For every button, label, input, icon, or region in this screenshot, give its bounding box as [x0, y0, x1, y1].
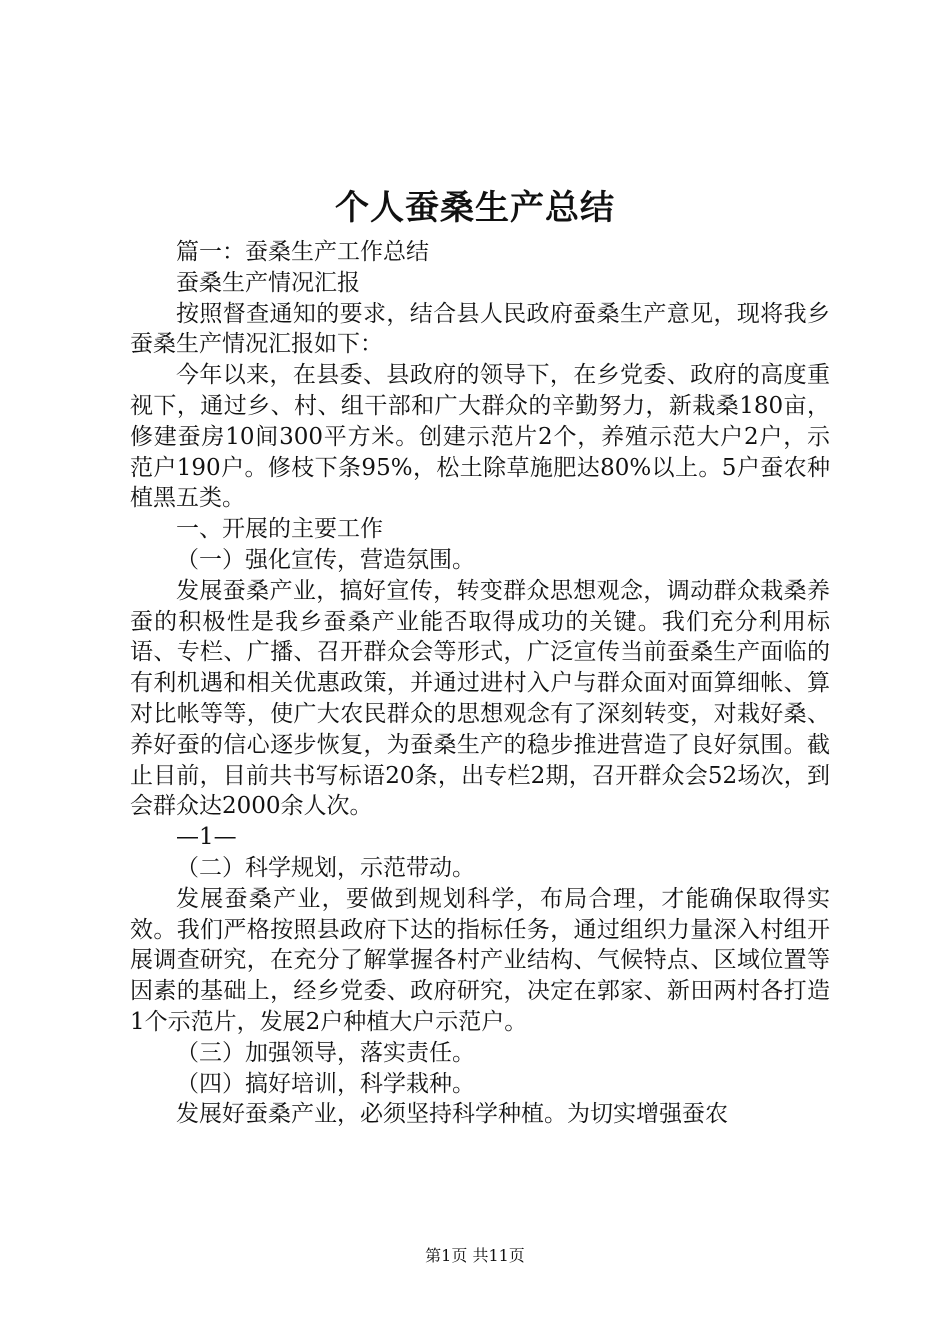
subheading-planning: （二）科学规划，示范带动。: [176, 854, 475, 881]
summary-paragraph: 今年以来，在县委、县政府的领导下，在乡党委、政府的高度重视下，通过乡、村、组干部和广大群众的辛勤努力，新栽桑180亩，修建蚕房10间300平方米。创建示范片2个，养殖示范大户2户，示范户190户。修枝下条95%，松土除草施肥达80%以上。5户蚕农种植黑五类。: [130, 362, 830, 512]
section-heading-part-one: 篇一：蚕桑生产工作总结: [176, 239, 429, 265]
training-paragraph: 发展好蚕桑产业，必须坚持科学种植。为切实增强蚕农: [176, 1101, 728, 1128]
subheading-training: （四）搞好培训，科学栽种。: [176, 1070, 475, 1097]
inline-page-marker: —1—: [176, 824, 237, 851]
section-heading-main-work: 一、开展的主要工作: [176, 516, 383, 543]
subheading-leadership: （三）加强领导，落实责任。: [176, 1039, 475, 1066]
page-footer: 第1页 共11页: [425, 1246, 525, 1265]
document-title: 个人蚕桑生产总结: [335, 188, 615, 228]
publicity-paragraph: 发展蚕桑产业，搞好宣传，转变群众思想观念，调动群众栽桑养蚕的积极性是我乡蚕桑产业能否取得成功的关键。我们充分利用标语、专栏、广播、召开群众会等形式，广泛宣传当前蚕桑生产面临的有利机遇和相关优惠政策，并通过进村入户与群众面对面算细帐、算对比帐等等，使广大农民群众的思想观念有了深刻转变，对栽好桑、养好蚕的信心逐步恢复，为蚕桑生产的稳步推进营造了良好氛围。截止目前，目前共书写标语20条，出专栏2期，召开群众会52场次，到会群众达2000余人次。: [130, 577, 830, 820]
report-subtitle: 蚕桑生产情况汇报: [176, 269, 360, 296]
document-body: [130, 237, 830, 1130]
subheading-publicity: （一）强化宣传，营造氛围。: [176, 546, 475, 573]
intro-paragraph: 按照督查通知的要求，结合县人民政府蚕桑生产意见，现将我乡蚕桑生产情况汇报如下：: [130, 300, 830, 358]
planning-paragraph: 发展蚕桑产业，要做到规划科学，布局合理，才能确保取得实效。我们严格按照县政府下达的指标任务，通过组织力量深入村组开展调查研究，在充分了解掌握各村产业结构、气候特点、区域位置等因素的基础上，经乡党委、政府研究，决定在郭家、新田两村各打造1个示范片，发展2户种植大户示范户。: [130, 885, 830, 1035]
